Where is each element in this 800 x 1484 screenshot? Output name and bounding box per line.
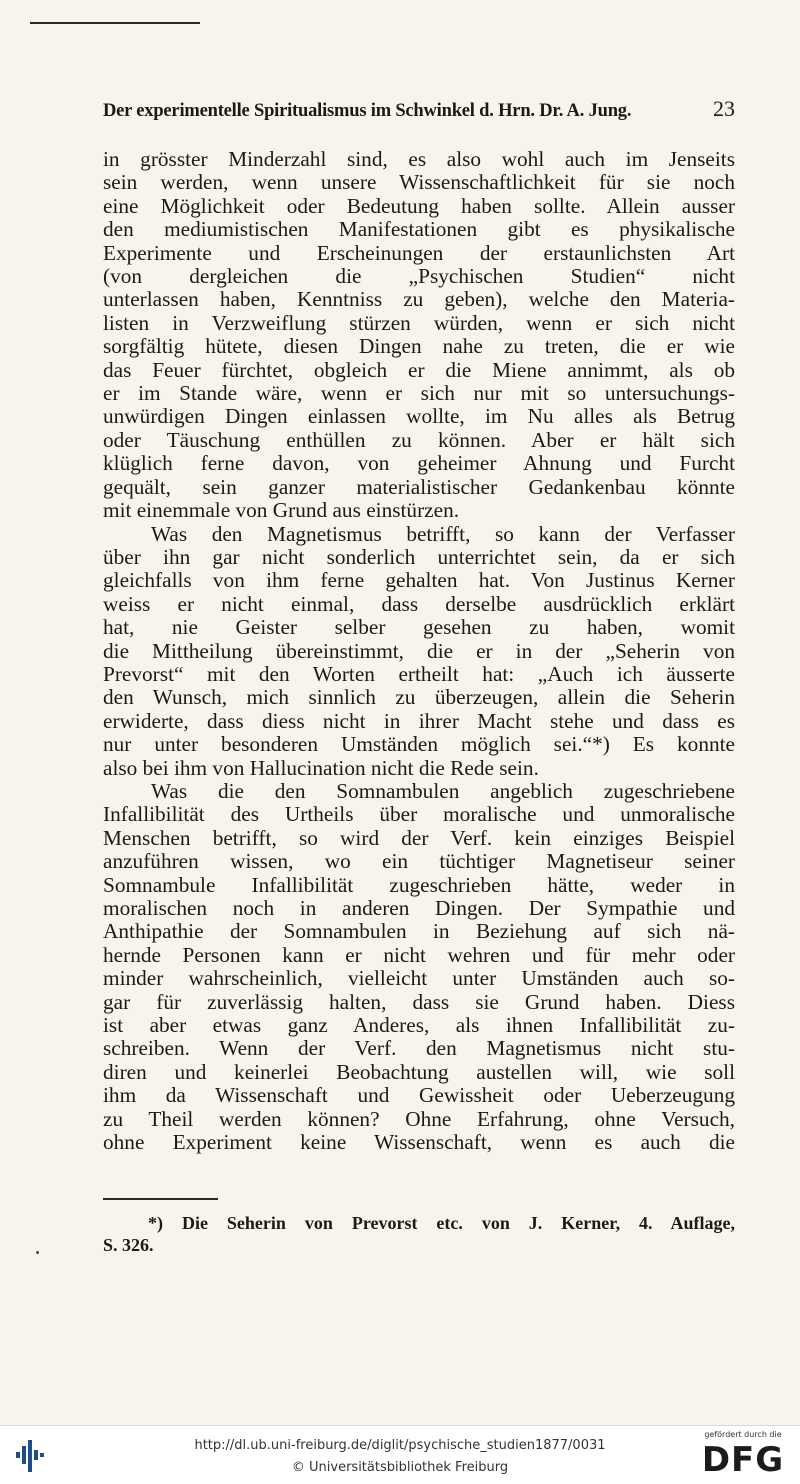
text-line: die Mittheilung übereinstimmt, die er in der „Seherin von bbox=[103, 638, 735, 663]
text-line: oder Täuschung enthüllen zu können. Aber er hält sich bbox=[103, 427, 735, 452]
footnote-rule bbox=[103, 1198, 218, 1200]
text-line: diren und keinerlei Beobachtung austellen will, wie soll bbox=[103, 1059, 735, 1084]
dfg-logo: DFG bbox=[701, 1440, 785, 1480]
text-line: also bei ihm von Hallucination nicht die Rede sein. bbox=[103, 755, 539, 780]
text-line: Infallibilität des Urtheils über moralische und unmoralische bbox=[103, 802, 735, 827]
text-line: hat, nie Geister selber gesehen zu haben, womit bbox=[103, 615, 735, 640]
footer-copyright: © Universitätsbibliothek Freiburg bbox=[291, 1460, 509, 1475]
text-line: Prevorst“ mit den Worten ertheilt hat: „Auch ich äusserte bbox=[103, 661, 735, 686]
text-line: gequält, sein ganzer materialistischer Gedankenbau könnte bbox=[103, 474, 735, 499]
text-line: listen in Verzweiflung stürzen würden, wenn er sich nicht bbox=[103, 310, 735, 335]
text-line: gleichfalls von ihm ferne gehalten hat. Von Justinus Kerner bbox=[103, 568, 735, 593]
text-line: er im Stande wäre, wenn er sich nur mit so untersuchungs- bbox=[103, 381, 735, 406]
text-line: über ihn gar nicht sonderlich unterrichtet sein, da er sich bbox=[103, 544, 735, 569]
body-text bbox=[103, 148, 735, 1154]
page-number: 23 bbox=[713, 96, 735, 121]
text-line: ist aber etwas ganz Anderes, als ihnen Infallibilität zu- bbox=[103, 1013, 735, 1038]
text-line: Was die den Somnambulen angeblich zugeschriebene bbox=[151, 778, 735, 803]
text-line: Was den Magnetismus betrifft, so kann der Verfasser bbox=[151, 521, 735, 546]
text-line: weiss er nicht einmal, dass derselbe ausdrücklich erklärt bbox=[103, 591, 735, 616]
text-line: den Wunsch, mich sinnlich zu überzeugen, allein die Seherin bbox=[103, 685, 735, 710]
text-line: ohne Experiment keine Wissenschaft, wenn es auch die bbox=[103, 1130, 735, 1155]
text-line: sorgfältig hütete, diesen Dingen nahe zu treten, die er wie bbox=[103, 334, 735, 359]
text-line: mit einemmale von Grund aus einstürzen. bbox=[103, 498, 460, 523]
footnote-line: *) Die Seherin von Prevorst etc. von J. Kerner, 4. Auflage, bbox=[148, 1213, 735, 1233]
footer-url-link[interactable]: http://dl.ub.uni-freiburg.de/diglit/psychische_studien1877/0031 bbox=[194, 1438, 606, 1453]
text-line: moralischen noch in anderen Dingen. Der Sympathie und bbox=[103, 896, 735, 920]
footnote bbox=[103, 1212, 735, 1256]
text-line: Somnambule Infallibilität zugeschrieben hätte, weder in bbox=[103, 872, 735, 897]
text-line: in grösster Minderzahl sind, es also wohl auch im Jenseits bbox=[103, 147, 735, 171]
text-line: Experimente und Erscheinungen der erstaunlichsten Art bbox=[103, 240, 735, 265]
text-line: (von dergleichen die „Psychischen Studien“ nicht bbox=[103, 264, 735, 289]
text-line: schreiben. Wenn der Verf. den Magnetismus nicht stu- bbox=[103, 1036, 735, 1061]
text-line: anzuführen wissen, wo ein tüchtiger Magnetiseur seiner bbox=[103, 849, 735, 874]
text-line: Anthipathie der Somnambulen in Beziehung auf sich nä- bbox=[103, 919, 735, 944]
footnote-line: S. 326. bbox=[103, 1235, 154, 1255]
text-line: sein werden, wenn unsere Wissenschaftlichkeit für sie noch bbox=[103, 170, 735, 195]
running-title: Der experimentelle Spiritualismus im Schwinkel d. Hrn. Dr. A. Jung. bbox=[103, 101, 632, 121]
text-line: klüglich ferne davon, von geheimer Ahnung und Furcht bbox=[103, 451, 735, 476]
text-line: gar für zuverlässig halten, dass sie Grund haben. Diess bbox=[103, 989, 735, 1014]
text-line: zu Theil werden können? Ohne Erfahrung, ohne Versuch, bbox=[103, 1106, 735, 1131]
text-line: ihm da Wissenschaft und Gewissheit oder Ueberzeugung bbox=[103, 1083, 735, 1108]
text-line: das Feuer fürchtet, obgleich er die Miene annimmt, als ob bbox=[103, 357, 735, 382]
text-line: den mediumistischen Manifestationen gibt es physikalische bbox=[103, 217, 735, 242]
text-line: unterlassen haben, Kenntniss zu geben), welche den Materia- bbox=[103, 287, 735, 312]
sponsor-caption: gefördert durch die bbox=[704, 1430, 782, 1439]
text-line: unwürdigen Dingen einlassen wollte, im Nu alles als Betrug bbox=[103, 404, 735, 429]
text-line: nur unter besonderen Umständen möglich sei.“*) Es konnte bbox=[103, 732, 735, 757]
text-line: Menschen betrifft, so wird der Verf. kein einziges Beispiel bbox=[103, 825, 735, 850]
text-line: eine Möglichkeit oder Bedeutung haben sollte. Allein ausser bbox=[103, 193, 735, 218]
text-line: hernde Personen kann er nicht wehren und für mehr oder bbox=[103, 942, 735, 967]
text-line: minder wahrscheinlich, vielleicht unter Umständen auch so- bbox=[103, 966, 735, 991]
text-line: erwiderte, dass diess nicht in ihrer Macht stehe und dass es bbox=[103, 708, 735, 733]
footer-bar bbox=[0, 1425, 800, 1484]
top-rule bbox=[30, 22, 200, 24]
margin-dot bbox=[36, 1251, 39, 1254]
running-head bbox=[103, 96, 735, 122]
